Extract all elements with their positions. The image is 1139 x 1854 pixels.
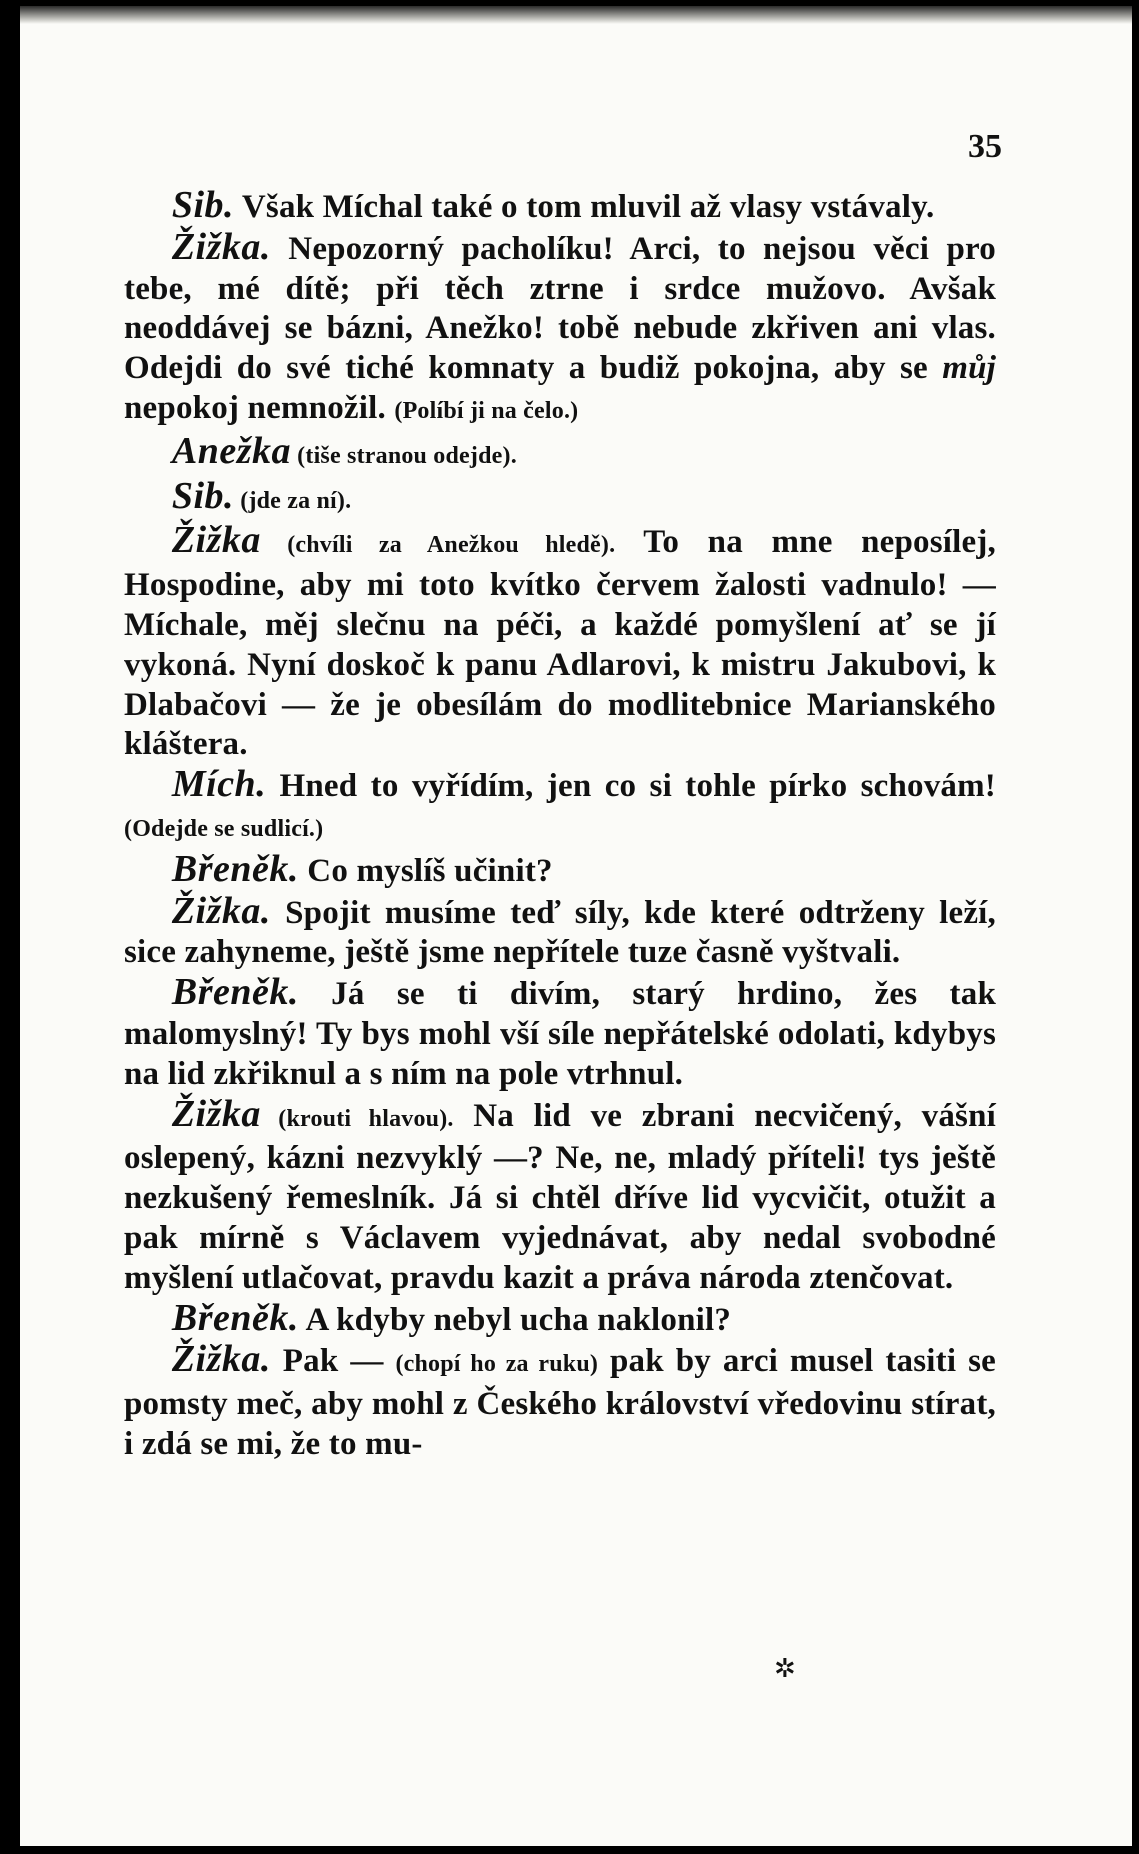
paragraph-11 [124, 1296, 996, 1341]
paragraph-2 [124, 225, 996, 432]
paragraph-8 [124, 889, 996, 974]
dialogue: Spojit musíme teď síly, kde které odtrženy leží, sice zahyneme, ještě jsme nepřítele tuze časně vyštvali. [124, 894, 996, 971]
play-text [124, 186, 996, 1465]
paragraph-4 [124, 474, 996, 522]
dialogue: Nepozorný pacholíku! Arci, to nejsou věci pro tebe, mé dítě; při těch ztrne i srdce mužovo. Avšak neoddávej se bázni, Anežko! tobě nebude zkřiven ani vlas. Odejdi do své tiché komnaty a budiž pokojna, aby se [124, 230, 996, 387]
speaker: Žižka [171, 1092, 261, 1135]
dialogue: nepokoj nemnožil. [124, 389, 395, 426]
speaker: Sib. [171, 184, 235, 226]
paragraph-9 [124, 973, 996, 1094]
speaker: Břeněk. [171, 971, 299, 1014]
dialogue: pak by arci musel tasiti se pomsty meč, aby mohl z Českého království vředovinu stírat, i zdá se mi, že to mu- [124, 1343, 996, 1462]
stage-direction: (Políbí ji na čelo.) [394, 397, 579, 424]
speaker: Žižka. [171, 225, 271, 268]
speaker: Sib. [171, 474, 235, 517]
speaker: Mích. [171, 763, 267, 806]
stage-direction: (chopí ho za ruku) [395, 1351, 599, 1378]
scan-edge [20, 6, 1132, 24]
ornament-icon: ✲ [774, 1654, 796, 1683]
paragraph-3 [124, 429, 996, 477]
dialogue: Však Míchal také o tom mluvil až vlasy vstávaly. [234, 189, 935, 225]
dialogue: Na lid ve zbrani necvičený, vášní oslepený, kázni nezvyklý —? Ne, ne, mladý příteli! tys ještě nezkušený řemeslník. Já si chtěl dříve lid vycvičit, otužit a pak mírně s Václavem vyjednávat, aby nedal svobodné myšlení utlačovat, pravdu kazit a práva národa ztenčovat. [124, 1097, 996, 1296]
paragraph-7 [124, 847, 996, 892]
paragraph-5 [124, 521, 996, 765]
dialogue: Co myslíš učinit? [298, 852, 553, 889]
speaker: Žižka. [171, 889, 271, 932]
paragraph-6 [124, 765, 996, 850]
dialogue: Pak — [270, 1343, 396, 1380]
dialogue: Já se ti divím, starý hrdino, žes tak malomyslný! Ty bys mohl vší síle nepřátelské odolati, kdybys na lid zkřiknul a s ním na pole vtrhnul. [124, 976, 996, 1092]
stage-direction: (Odejde se sudlicí.) [124, 815, 324, 842]
page-number: 35 [968, 128, 1002, 165]
stage-direction: (jde za ní). [234, 487, 352, 514]
speaker: Žižka. [171, 1338, 271, 1381]
speaker: Anežka [171, 429, 291, 472]
stage-direction: (tiše stranou odejde). [290, 442, 517, 469]
stage-direction: (chvíli za Anežkou hledě). [260, 532, 616, 559]
stage-direction: (krouti hlavou). [260, 1105, 454, 1132]
paragraph-12 [124, 1340, 996, 1464]
dialogue: A kdyby nebyl ucha naklonil? [298, 1301, 732, 1338]
dialogue: Hned to vyřídím, jen co si tohle pírko schovám! [266, 768, 996, 805]
book-page [20, 6, 1132, 1846]
dialogue: To na mne neposílej, Hospodine, aby mi toto kvítko červem žalosti vadnulo! — Míchale, měj slečnu na péči, a každé pomyšlení ať se jí vykoná. Nyní doskoč k panu Adlarovi, k mistru Jakubovi, k Dlabačovi — že je obesílám do modlitebnice Marianského kláštera. [124, 524, 996, 763]
paragraph-1 [124, 186, 996, 228]
paragraph-10 [124, 1092, 996, 1299]
speaker: Břeněk. [171, 847, 299, 890]
speaker: Břeněk. [171, 1296, 299, 1339]
emphasis: můj [942, 350, 996, 387]
speaker: Žižka [171, 519, 261, 562]
